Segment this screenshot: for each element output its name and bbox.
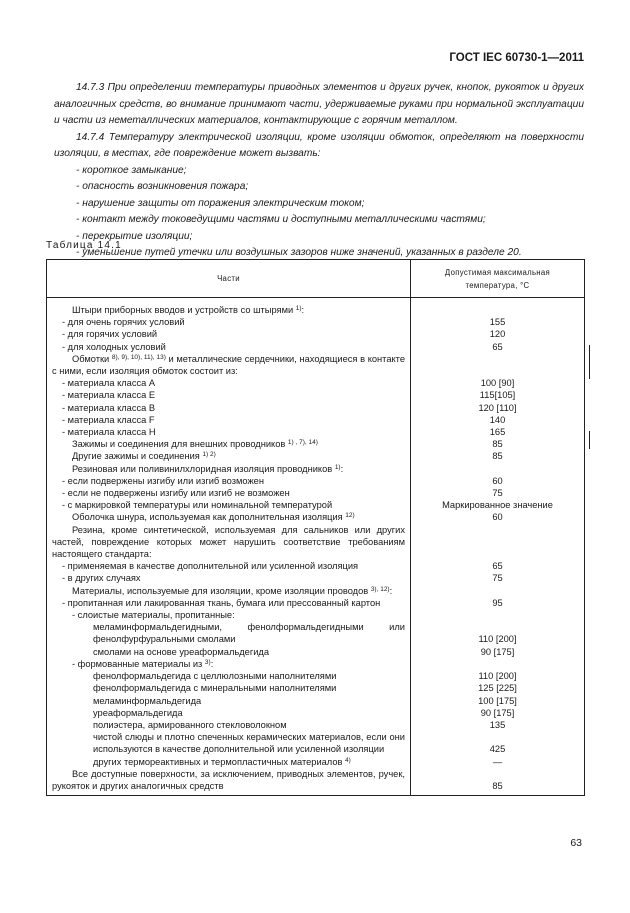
row-value: 90 [175] bbox=[411, 707, 585, 719]
row-label: - пропитанная или лакированная ткань, бумага или прессованный картон bbox=[47, 597, 411, 609]
row-label: смолами на основе уреаформальдегида bbox=[47, 646, 411, 658]
table-row bbox=[47, 341, 585, 353]
paragraph-14-7-4: 14.7.4 Температуру электрической изоляции, кроме изоляции обмоток, определяют на поверхности изоляции, в местах, где повреждение может вызвать: bbox=[54, 131, 584, 159]
table-row bbox=[47, 609, 585, 621]
table-row bbox=[47, 597, 585, 609]
row-label: - в других случаях bbox=[47, 572, 411, 584]
table-row bbox=[47, 487, 585, 499]
table-row bbox=[47, 658, 585, 670]
row-value: 85 bbox=[411, 768, 585, 796]
row-label: других термореактивных и термопластичных материалов $^{4)}$ bbox=[47, 756, 411, 768]
list-item: - перекрытие изоляции; bbox=[76, 230, 193, 242]
row-value: 90 [175] bbox=[411, 646, 585, 658]
row-value: — bbox=[411, 756, 585, 768]
row-value: 60 bbox=[411, 511, 585, 523]
row-label: чистой слюды и плотно спеченных керамических материалов, если они используются в качестве дополнительной или усиленной изоляции bbox=[47, 731, 411, 755]
row-value: 65 bbox=[411, 560, 585, 572]
row-label: Зажимы и соединения для внешних проводников $^{1) , 7), 14)}$ bbox=[47, 438, 411, 450]
page-number: 63 bbox=[570, 837, 582, 849]
row-value bbox=[411, 298, 585, 317]
row-label: Оболочка шнура, используемая как дополнительная изоляция $^{12)}$ bbox=[47, 511, 411, 523]
column-header-temperature bbox=[411, 260, 585, 298]
row-value: 100 [175] bbox=[411, 695, 585, 707]
row-label: Материалы, используемые для изоляции, кроме изоляции проводов $^{3), 12)}$: bbox=[47, 585, 411, 597]
row-label: Резина, кроме синтетической, используемая для сальников или других частей, повреждение которых может нарушить соответствие требованиям настоящего стандарта: bbox=[47, 524, 411, 561]
list-item: - опасность возникновения пожара; bbox=[76, 181, 249, 192]
row-label: - материала класса Н bbox=[47, 426, 411, 438]
table-row bbox=[47, 475, 585, 487]
row-label: - если не подвержены изгибу или изгиб не возможен bbox=[47, 487, 411, 499]
row-value: 140 bbox=[411, 414, 585, 426]
row-value: 65 bbox=[411, 341, 585, 353]
row-label: - материала класса В bbox=[47, 402, 411, 414]
row-label: полиэстера, армированного стекловолокном bbox=[47, 719, 411, 731]
list-item: - короткое замыкание; bbox=[76, 164, 187, 176]
body-text bbox=[54, 80, 584, 262]
row-value: 120 bbox=[411, 328, 585, 340]
table-row bbox=[47, 402, 585, 414]
row-label: - для горячих условий bbox=[47, 328, 411, 340]
table-row bbox=[47, 560, 585, 572]
table-row bbox=[47, 377, 585, 389]
list-item: - контакт между токоведущими частями и доступными металлическими частями; bbox=[76, 214, 486, 225]
row-value: 85 bbox=[411, 438, 585, 450]
row-value: 100 [90] bbox=[411, 377, 585, 389]
row-value: 125 [225] bbox=[411, 682, 585, 694]
table-row bbox=[47, 646, 585, 658]
table-row bbox=[47, 621, 585, 645]
row-value: 155 bbox=[411, 316, 585, 328]
table-row bbox=[47, 585, 585, 597]
row-label: - материала класса А bbox=[47, 377, 411, 389]
table-row bbox=[47, 463, 585, 475]
row-label: - материала класса F bbox=[47, 414, 411, 426]
row-label: меламинформальдегида bbox=[47, 695, 411, 707]
row-label: - для очень горячих условий bbox=[47, 316, 411, 328]
row-value: 135 bbox=[411, 719, 585, 731]
row-value: 110 [200] bbox=[411, 621, 585, 645]
row-label: - слоистые материалы, пропитанные: bbox=[47, 609, 411, 621]
row-label: - если подвержены изгибу или изгиб возможен bbox=[47, 475, 411, 487]
row-value: 85 bbox=[411, 450, 585, 462]
change-bar bbox=[589, 345, 590, 379]
row-value bbox=[411, 585, 585, 597]
table-row bbox=[47, 511, 585, 523]
row-value: 165 bbox=[411, 426, 585, 438]
table-row bbox=[47, 707, 585, 719]
table-row bbox=[47, 731, 585, 755]
row-value: 95 bbox=[411, 597, 585, 609]
table-row bbox=[47, 572, 585, 584]
list-item: - нарушение защиты от поражения электрическим током; bbox=[76, 197, 365, 209]
table-row bbox=[47, 682, 585, 694]
table-row bbox=[47, 438, 585, 450]
table-row bbox=[47, 414, 585, 426]
row-value: 115[105] bbox=[411, 389, 585, 401]
row-label: фенолформальдегида с минеральными наполнителями bbox=[47, 682, 411, 694]
row-value: 110 [200] bbox=[411, 670, 585, 682]
column-header-temperature-line1: Допустимая максимальная bbox=[444, 267, 551, 277]
row-label: Все доступные поверхности, за исключением, приводных элементов, ручек, рукояток и других аналогичных средств bbox=[47, 768, 411, 796]
table-row bbox=[47, 353, 585, 377]
table-row bbox=[47, 426, 585, 438]
row-label: - для холодных условий bbox=[47, 341, 411, 353]
row-value bbox=[411, 524, 585, 561]
row-value: 60 bbox=[411, 475, 585, 487]
row-label: Другие зажимы и соединения $^{1) 2)}$ bbox=[47, 450, 411, 462]
row-label: меламинформальдегидными, фенолформальдегидными или фенолфурфуральными смолами bbox=[47, 621, 411, 645]
row-label: Резиновая или поливинилхлоридная изоляция проводников $^{1)}$: bbox=[47, 463, 411, 475]
row-label: Штыри приборных вводов и устройств со штырями $^{1)}$: bbox=[47, 298, 411, 317]
row-label: - применяемая в качестве дополнительной или усиленной изоляция bbox=[47, 560, 411, 572]
table-row bbox=[47, 670, 585, 682]
table-row bbox=[47, 695, 585, 707]
row-label: уреаформальдегида bbox=[47, 707, 411, 719]
table-row bbox=[47, 499, 585, 511]
row-value bbox=[411, 353, 585, 377]
table-row bbox=[47, 768, 585, 796]
row-label: - материала класса Е bbox=[47, 389, 411, 401]
temperature-table bbox=[46, 259, 585, 796]
table-row bbox=[47, 389, 585, 401]
document-header: ГОСТ IEC 60730-1—2011 bbox=[449, 52, 584, 64]
paragraph-14-7-3: 14.7.3 При определении температуры приводных элементов и других ручек, кнопок, рукояток и других аналогичных средств, во внимание принимают части, удерживаемые руками при нормальной эксплуатации и части из неметаллических материалов, контактирующие с горячим металлом. bbox=[54, 82, 584, 126]
table-row bbox=[47, 756, 585, 768]
row-label: фенолформальдегида с целлюлозными наполнителями bbox=[47, 670, 411, 682]
row-label: - формованные материалы из $^{3)}$: bbox=[47, 658, 411, 670]
table-row bbox=[47, 719, 585, 731]
row-value bbox=[411, 658, 585, 670]
table-row bbox=[47, 524, 585, 561]
row-value: 75 bbox=[411, 487, 585, 499]
row-label: Обмотки $^{8), 9), 10), 11), 13)}$ и металлические сердечники, находящиеся в контакте с ними, если изоляция обмоток состоит из: bbox=[47, 353, 411, 377]
table-row bbox=[47, 450, 585, 462]
row-value: 120 [110] bbox=[411, 402, 585, 414]
list-item: - уменьшение путей утечки или воздушных зазоров ниже значений, указанных в разделе 20. bbox=[76, 247, 522, 258]
change-bar bbox=[589, 431, 590, 449]
row-value: 425 bbox=[411, 731, 585, 755]
table-caption: Таблица 14.1 bbox=[46, 240, 122, 251]
row-value: 75 bbox=[411, 572, 585, 584]
row-value bbox=[411, 609, 585, 621]
column-header-temperature-line2: температура, °С bbox=[465, 280, 530, 290]
row-value bbox=[411, 463, 585, 475]
table-row bbox=[47, 298, 585, 317]
row-label: - с маркировкой температуры или номинальной температурой bbox=[47, 499, 411, 511]
table-row bbox=[47, 328, 585, 340]
table-row bbox=[47, 316, 585, 328]
column-header-parts: Части bbox=[47, 260, 411, 298]
row-value: Маркированное значение bbox=[411, 499, 585, 511]
